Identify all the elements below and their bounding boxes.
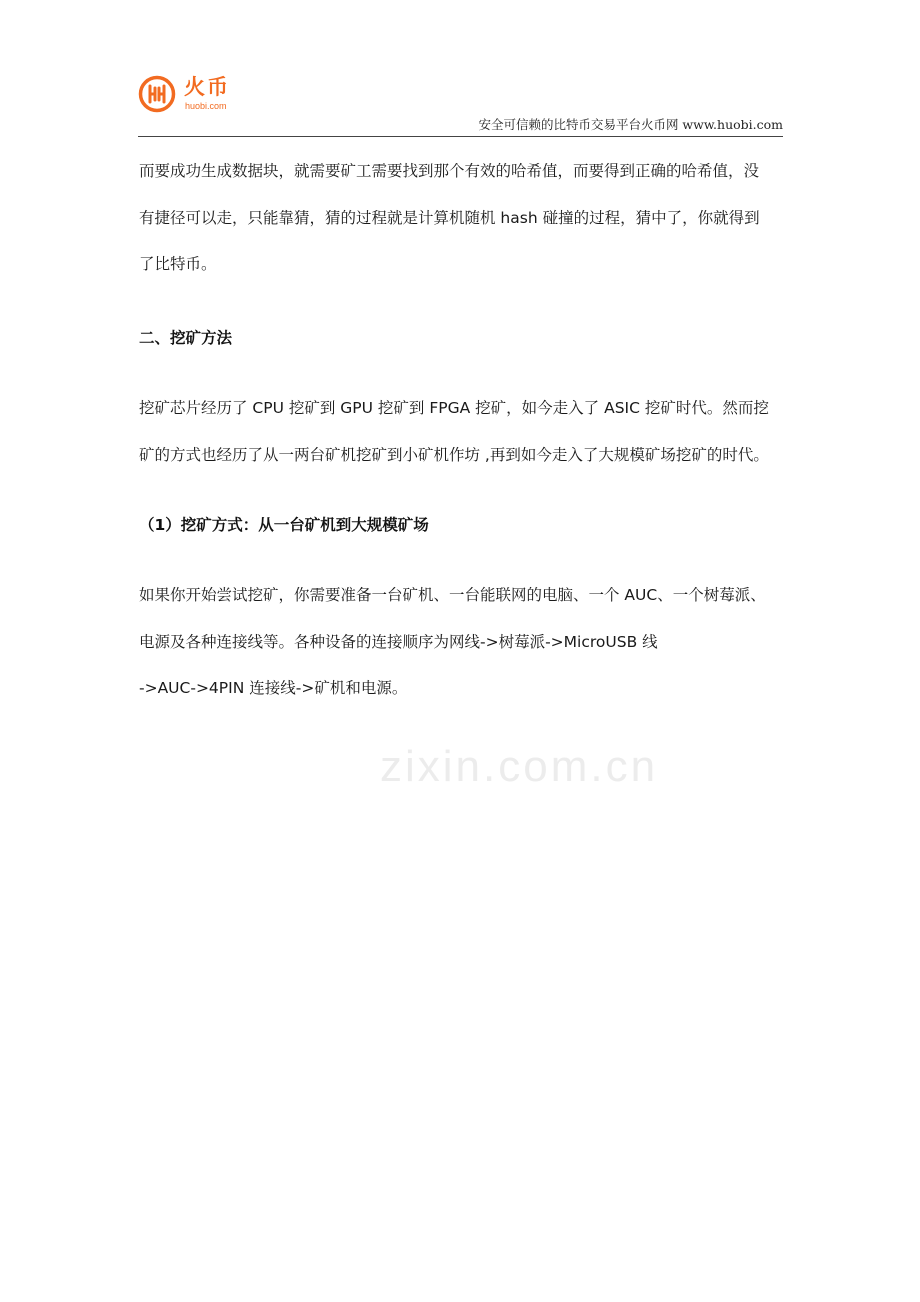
paragraph-line: ->AUC->4PIN 连接线->矿机和电源。 [139,679,408,697]
subsection-heading: （1）挖矿方式：从一台矿机到大规模矿场 [139,516,429,534]
paragraph-line: 矿的方式也经历了从一两台矿机挖矿到小矿机作坊 ,再到如今走入了大规模矿场挖矿的时代。 [139,445,769,464]
paragraph-line: 有捷径可以走，只能靠猜，猜的过程就是计算机随机 hash 碰撞的过程，猜中了，你就得到 [139,208,760,227]
paragraph-line: 电源及各种连接线等。各种设备的连接顺序为网线->树莓派->MicroUSB 线 [139,632,658,651]
header-tagline: 安全可信赖的比特币交易平台火币网 www.huobi.com [478,117,783,132]
paragraph-3 [139,580,789,705]
paragraph-2 [139,393,789,471]
paragraph-line: 挖矿芯片经历了 CPU 挖矿到 GPU 挖矿到 FPGA 挖矿，如今走入了 ASIC 挖矿时代。然而挖 [139,399,769,417]
logo-text-cn: 火币 [184,75,230,99]
paragraph-line: 了比特币。 [139,255,217,273]
paragraph-1 [139,156,789,281]
paragraph-line: 而要成功生成数据块，就需要矿工需要找到那个有效的哈希值，而要得到正确的哈希值，没 [139,162,760,180]
huobi-logo[interactable] [138,75,238,117]
paragraph-line: 如果你开始尝试挖矿，你需要准备一台矿机、一台能联网的电脑、一个 AUC、一个树莓派、 [139,586,766,604]
header-divider [138,136,783,137]
section-heading: 二、挖矿方法 [139,329,233,347]
huobi-logo-icon [138,75,176,113]
watermark: zixin.com.cn [380,742,659,791]
logo-text-en: huobi.com [185,101,227,111]
